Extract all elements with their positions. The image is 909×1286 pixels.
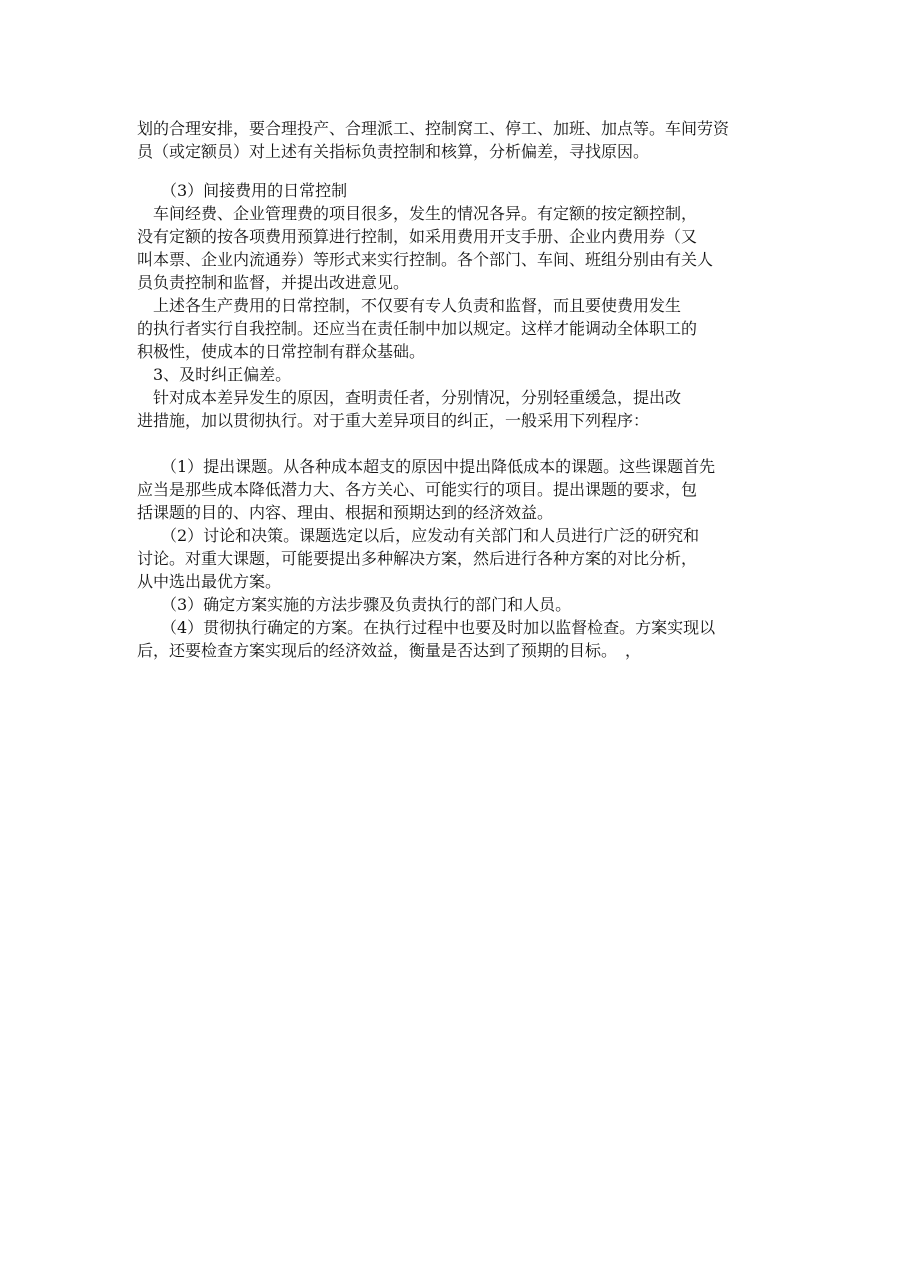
text-line: 应当是那些成本降低潜力大、各方关心、可能实行的项目。提出课题的要求，包 (137, 480, 698, 499)
text-line: 划的合理安排，要合理投产、合理派工、控制窝工、停工、加班、加点等。车间劳资 (137, 119, 730, 138)
text-line: 讨论。对重大课题，可能要提出多种解决方案，然后进行各种方案的对比分析， (137, 549, 698, 568)
text-line: 上述各生产费用的日常控制，不仅要有专人负责和监督，而且要使费用发生 (153, 296, 682, 315)
list-item: （3）确定方案实施的方法步骤及负责执行的部门和人员。 (161, 595, 572, 614)
text-line: 从中选出最优方案。 (137, 572, 282, 591)
list-item: （1）提出课题。从各种成本超支的原因中提出降低成本的课题。这些课题首先 (161, 457, 716, 476)
text-line: 积极性，使成本的日常控制有群众基础。 (137, 342, 426, 361)
text-line: 叫本票、企业内流通券）等形式来实行控制。各个部门、车间、班组分别由有关人 (137, 250, 714, 269)
section-heading: （3）间接费用的日常控制 (161, 181, 348, 200)
section-heading: 3、及时纠正偏差。 (153, 365, 292, 384)
text-line: 员（或定额员）对上述有关指标负责控制和核算，分析偏差，寻找原因。 (137, 142, 650, 161)
text-line: 没有定额的按各项费用预算进行控制，如采用费用开支手册、企业内费用券（又 (137, 227, 698, 246)
list-item: （4）贯彻执行确定的方案。在执行过程中也要及时加以监督检查。方案实现以 (161, 618, 716, 637)
list-item: （2）讨论和决策。课题选定以后，应发动有关部门和人员进行广泛的研究和 (161, 526, 700, 545)
text-line: 后，还要检查方案实现后的经济效益，衡量是否达到了预期的目标。 ， (137, 641, 642, 660)
text-line: 进措施，加以贯彻执行。对于重大差异项目的纠正，一般采用下列程序： (137, 411, 650, 430)
paragraph-gap (137, 163, 774, 179)
document-body (137, 117, 774, 662)
paragraph-gap (137, 432, 774, 455)
text-line: 针对成本差异发生的原因，查明责任者，分别情况，分别轻重缓急，提出改 (153, 388, 682, 407)
text-line: 车间经费、企业管理费的项目很多，发生的情况各异。有定额的按定额控制， (153, 204, 698, 223)
text-line: 的执行者实行自我控制。还应当在责任制中加以规定。这样才能调动全体职工的 (137, 319, 698, 338)
text-line: 员负责控制和监督，并提出改进意见。 (137, 273, 410, 292)
text-line: 括课题的目的、内容、理由、根据和预期达到的经济效益。 (137, 503, 554, 522)
